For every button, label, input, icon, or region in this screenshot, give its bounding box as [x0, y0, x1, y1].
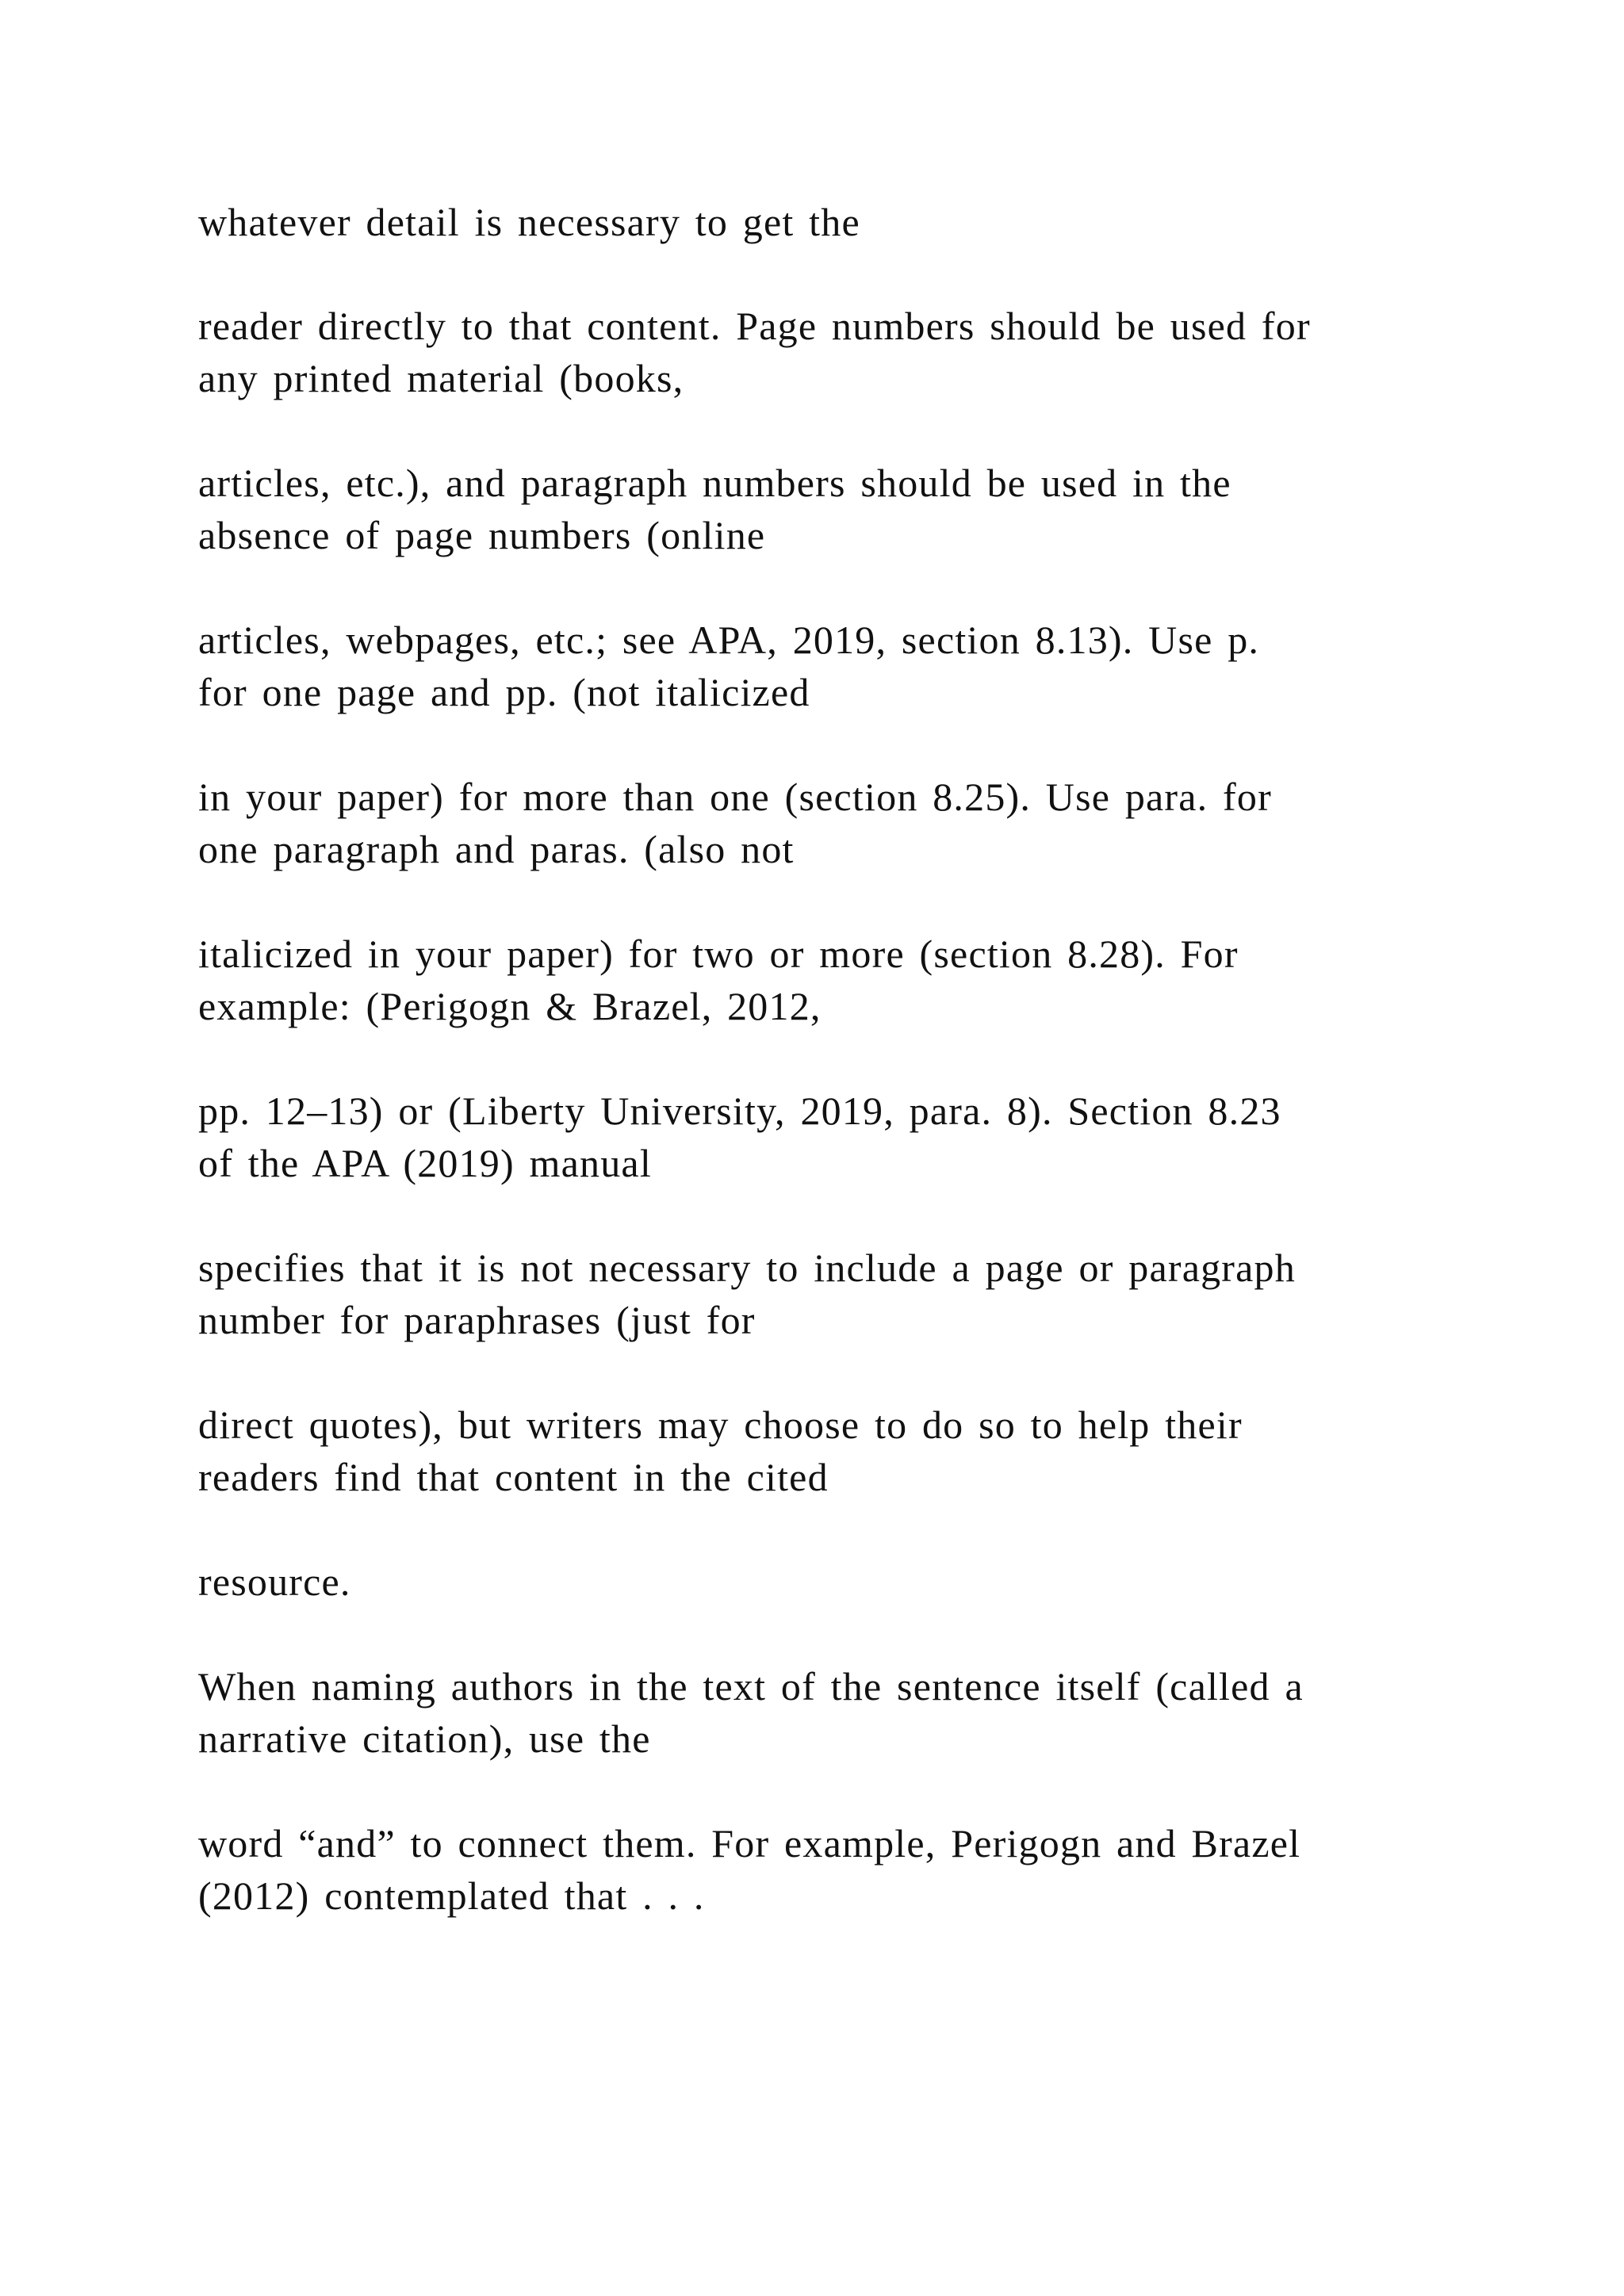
text-block-10: [198, 1556, 1467, 1608]
text-block-12: [198, 1817, 1467, 1922]
text-line: of the APA (2019) manual: [198, 1141, 652, 1185]
text-line: example: (Perigogn & Brazel, 2012,: [198, 984, 822, 1028]
text-block-6: [198, 928, 1467, 1032]
text-line: one paragraph and paras. (also not: [198, 827, 795, 871]
text-block-2: [198, 300, 1467, 404]
text-line: word “and” to connect them. For example, Perigogn and Brazel: [198, 1821, 1301, 1866]
text-line: absence of page numbers (online: [198, 513, 766, 557]
text-line: narrative citation), use the: [198, 1716, 651, 1761]
text-block-9: [198, 1399, 1467, 1503]
text-line: readers find that content in the cited: [198, 1455, 829, 1499]
text-block-5: [198, 771, 1467, 875]
text-line: whatever detail is necessary to get the: [198, 200, 860, 244]
text-line: in your paper) for more than one (section 8.25). Use para. for: [198, 775, 1272, 819]
text-block-11: [198, 1660, 1467, 1765]
text-line: (2012) contemplated that . . .: [198, 1873, 705, 1918]
text-block-3: [198, 457, 1467, 561]
text-line: any printed material (books,: [198, 356, 684, 400]
text-block-1: [198, 196, 1467, 248]
text-line: italicized in your paper) for two or more (section 8.28). For: [198, 932, 1239, 976]
text-line: When naming authors in the text of the sentence itself (called a: [198, 1664, 1304, 1709]
text-block-4: [198, 614, 1467, 718]
text-line: articles, webpages, etc.; see APA, 2019, section 8.13). Use p.: [198, 618, 1260, 662]
text-block-7: [198, 1085, 1467, 1189]
text-line: resource.: [198, 1559, 351, 1604]
text-line: for one page and pp. (not italicized: [198, 670, 810, 714]
text-line: number for paraphrases (just for: [198, 1298, 756, 1342]
text-line: direct quotes), but writers may choose to do so to help their: [198, 1402, 1243, 1447]
text-line: reader directly to that content. Page numbers should be used for: [198, 304, 1311, 348]
text-block-8: [198, 1242, 1467, 1346]
text-line: pp. 12–13) or (Liberty University, 2019, para. 8). Section 8.23: [198, 1089, 1281, 1133]
text-line: specifies that it is not necessary to include a page or paragraph: [198, 1246, 1296, 1290]
text-line: articles, etc.), and paragraph numbers should be used in the: [198, 461, 1231, 505]
